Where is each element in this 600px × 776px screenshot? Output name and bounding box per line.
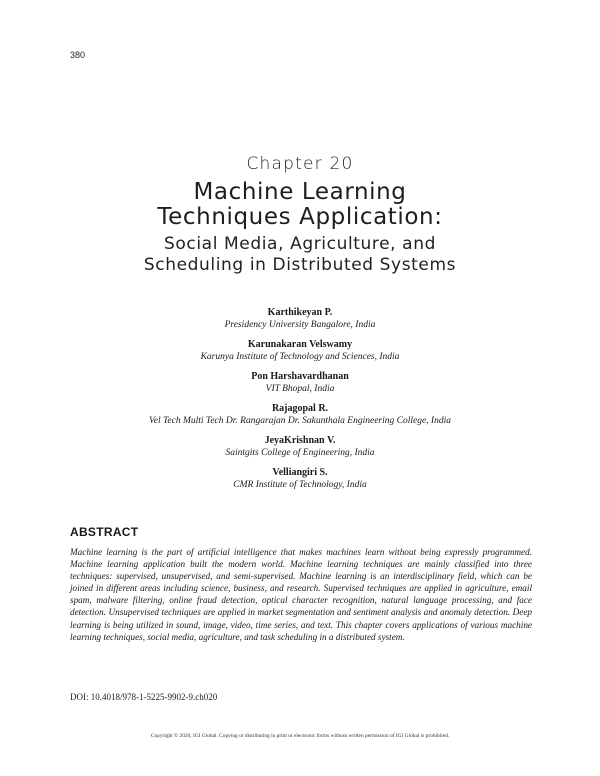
author-entry (0, 466, 600, 491)
author-affiliation: Presidency University Bangalore, India (224, 320, 376, 330)
author-affiliation: CMR Institute of Technology, India (233, 480, 367, 490)
author-entry (0, 306, 600, 331)
author-name: Pon Harshavardhanan (251, 371, 349, 382)
author-name: Karthikeyan P. (267, 307, 333, 318)
author-list (0, 306, 600, 498)
chapter-label: Chapter 20 (246, 154, 354, 174)
author-entry (0, 402, 600, 427)
chapter-title-line-1: Machine Learning (193, 179, 407, 205)
author-name: Rajagopal R. (271, 403, 329, 414)
page-number: 380 (70, 50, 86, 60)
chapter-subtitle-line-1: Social Media, Agriculture, and (164, 234, 436, 254)
abstract-body: Machine learning is the part of artificial intelligence that makes machines learn without being expressly programmed. Machine learning application built the modern world. Machine learning techniques are mainly classified into three techniques: supervised, unsupervised, and semi-supervised. Machine learning is an interdisciplinary field, which can be joined in different areas including science, business, and research. Supervised techniques are applied in agriculture, email spam, malware filtering, online fraud detection, optical character recognition, natural language processing, and face detection. Unsupervised techniques are applied in market segmentation and sentiment analysis and anomaly detection. Deep learning is being utilized in sound, image, video, time series, and text. This chapter covers applications of various machine learning techniques, social media, agriculture, and task scheduling in a distributed system. (70, 547, 532, 642)
author-entry (0, 370, 600, 395)
chapter-header (0, 154, 600, 276)
doi: DOI: 10.4018/978-1-5225-9902-9.ch020 (70, 692, 218, 702)
abstract-heading: ABSTRACT (70, 525, 139, 539)
chapter-title (0, 180, 600, 230)
chapter-subtitle-line-2: Scheduling in Distributed Systems (143, 255, 457, 275)
author-affiliation: Vel Tech Multi Tech Dr. Rangarajan Dr. Sakunthala Engineering College, India (149, 416, 451, 426)
copyright-notice: Copyright © 2020, IGI Global. Copying or distributing in print or electronic forms without written permission of IGI Global is prohibited. (150, 733, 450, 739)
author-name: JeyaKrishnan V. (264, 435, 336, 446)
chapter-subtitle (0, 234, 600, 276)
author-name: Velliangiri S. (272, 467, 328, 478)
author-entry (0, 434, 600, 459)
author-entry (0, 338, 600, 363)
author-affiliation: Saintgits College of Engineering, India (225, 448, 375, 458)
author-affiliation: Karunya Institute of Technology and Sciences, India (200, 352, 400, 362)
author-name: Karunakaran Velswamy (247, 339, 353, 350)
chapter-title-line-2: Techniques Application: (157, 204, 443, 230)
author-affiliation: VIT Bhopal, India (265, 384, 335, 394)
